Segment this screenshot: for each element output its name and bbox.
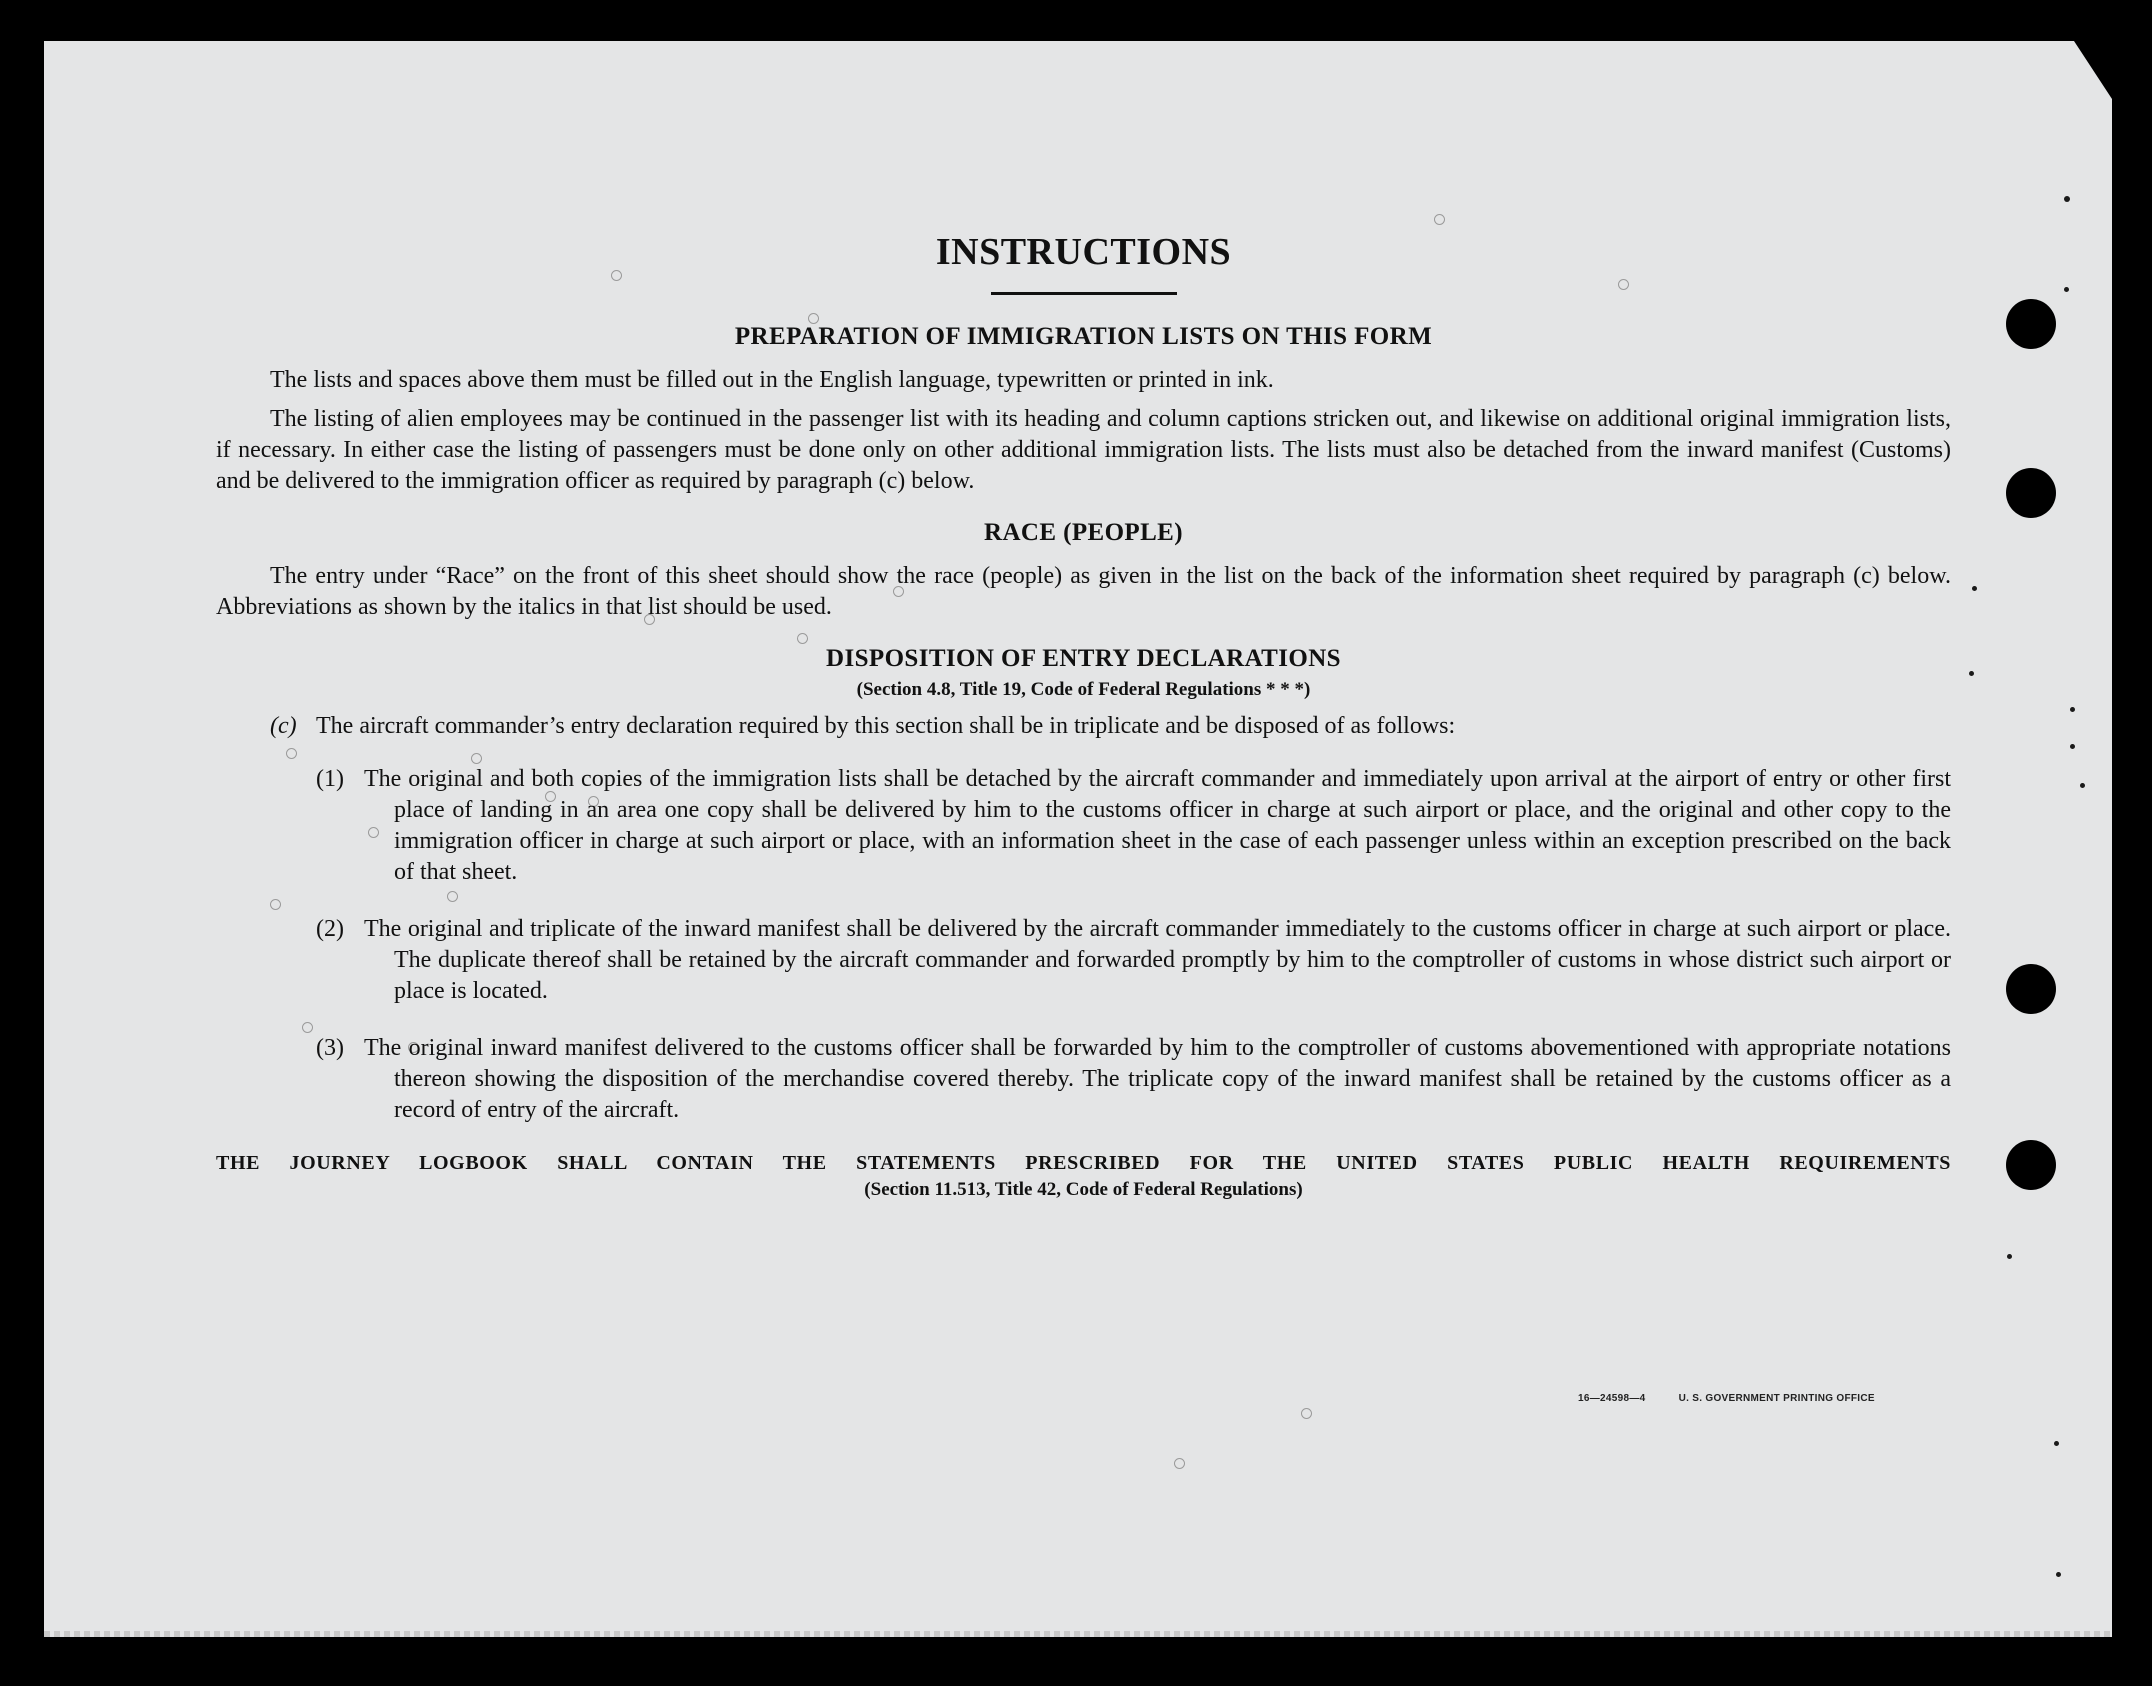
paragraph-c-label: (c)	[270, 713, 297, 739]
scan-speck	[2080, 783, 2085, 788]
paragraph-c-text: The aircraft commander’s entry declaration required by this section shall be in triplicate and be disposed of as follows:	[316, 713, 1456, 739]
scan-speck	[2056, 1572, 2061, 1577]
list-item-text: The original and both copies of the immigration lists shall be detached by the aircraft commander and immediately upon arrival at the airport of entry or other first place of landing in an area one copy shall be delivered by him to the customs officer in charge at such airport or place, and the original and other copy to the immigration officer in charge at such airport or place, with an information sheet in the case of each passenger unless within an exception prescribed on the back of that sheet.	[364, 766, 1951, 885]
scan-ring	[1301, 1408, 1312, 1419]
scan-speck	[2007, 1254, 2012, 1259]
list-item-text: The original inward manifest delivered to the customs officer shall be forwarded by him to the comptroller of customs abovementioned with appropriate notations thereon showing the disposition of the merchandise covered thereby. The triplicate copy of the inward manifest shall be retained by the customs officer as a record of entry of the aircraft.	[364, 1035, 1951, 1123]
preparation-heading: PREPARATION OF IMMIGRATION LISTS ON THIS FORM	[734, 323, 1433, 350]
list-item	[316, 1033, 1951, 1126]
list-item	[316, 914, 1951, 1007]
scan-speck	[2064, 287, 2069, 292]
preparation-paragraph-1: The lists and spaces above them must be filled out in the English language, typewritten or printed in ink.	[270, 367, 1274, 393]
paragraph-c	[216, 711, 1951, 742]
scan-ring	[1434, 214, 1445, 225]
punch-hole	[2006, 299, 2056, 349]
disposition-citation: (Section 4.8, Title 19, Code of Federal Regulations * * *)	[856, 679, 1311, 700]
title-underline	[991, 292, 1177, 295]
list-item-number: (1)	[316, 766, 344, 792]
disposition-list	[216, 764, 1951, 1126]
form-number: 16—24598—4	[1578, 1393, 1646, 1404]
scan-speck	[2054, 1441, 2059, 1446]
list-item-number: (2)	[316, 916, 344, 942]
instructions-body	[216, 230, 1951, 1201]
page-title: INSTRUCTIONS	[935, 231, 1232, 273]
scan-speck	[2064, 196, 2070, 202]
scan-speck	[1969, 671, 1974, 676]
scan-speck	[2070, 707, 2075, 712]
list-item-text: The original and triplicate of the inward manifest shall be delivered by the aircraft commander immediately to the customs officer in charge at such airport or place. The duplicate thereof shall be retained by the aircraft commander and forwarded promptly by him to the comptroller of customs in whose district such airport or place is located.	[364, 916, 1951, 1004]
punch-hole	[2006, 1140, 2056, 1190]
scan-speck	[1972, 586, 1977, 591]
punch-hole	[2006, 468, 2056, 518]
printer-imprint	[1578, 1393, 1875, 1404]
logbook-heading: THE JOURNEY LOGBOOK SHALL CONTAIN THE STATEMENTS PRESCRIBED FOR THE UNITED STATES PUBLIC HEALTH REQUIREMENTS	[216, 1152, 1951, 1174]
punch-hole	[2006, 964, 2056, 1014]
scan-ring	[1174, 1458, 1185, 1469]
logbook-citation: (Section 11.513, Title 42, Code of Federal Regulations)	[864, 1179, 1303, 1200]
list-item-number: (3)	[316, 1035, 344, 1061]
race-heading: RACE (PEOPLE)	[984, 519, 1183, 546]
race-paragraph: The entry under “Race” on the front of this sheet should show the race (people) as given in the list on the back of the information sheet required by paragraph (c) below. Abbreviations as shown by the italics in that list should be used.	[216, 563, 1951, 620]
printing-office: U. S. GOVERNMENT PRINTING OFFICE	[1678, 1393, 1875, 1404]
scan-edge	[44, 1631, 2112, 1637]
list-item	[316, 764, 1951, 888]
disposition-heading: DISPOSITION OF ENTRY DECLARATIONS	[826, 645, 1341, 672]
preparation-paragraph-2: The listing of alien employees may be continued in the passenger list with its heading and column captions stricken out, and likewise on additional original immigration lists, if necessary. In either case the listing of passengers must be done only on other additional immigration lists. The lists must also be detached from the inward manifest (Customs) and be delivered to the immigration officer as required by paragraph (c) below.	[216, 406, 1951, 494]
scan-speck	[2070, 744, 2075, 749]
